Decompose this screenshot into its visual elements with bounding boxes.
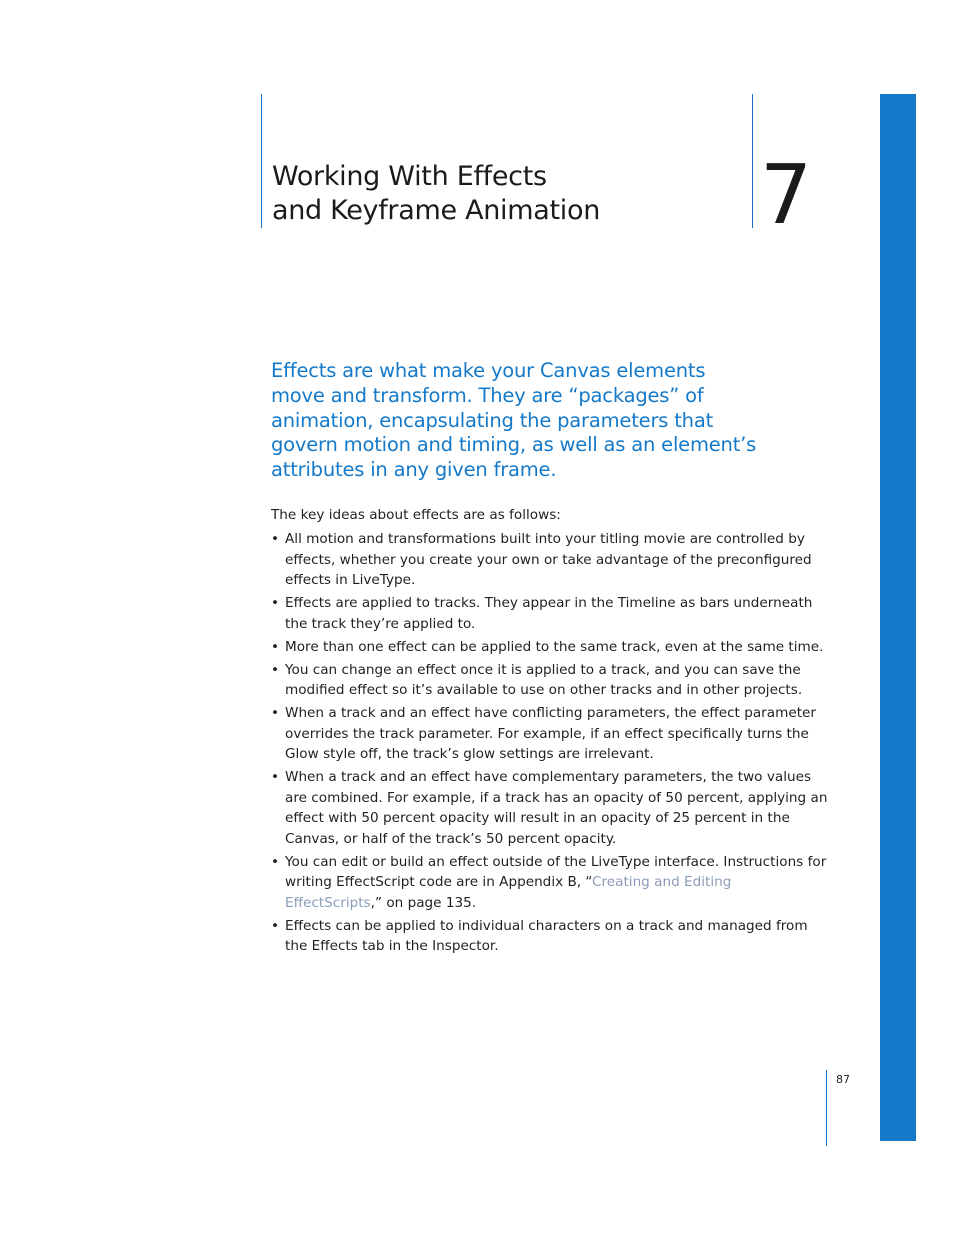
list-item [271, 767, 831, 849]
chapter-title-line-2: and Keyframe Animation [272, 195, 601, 226]
header-rule-left [261, 94, 262, 228]
list-item-text-before-link: You can edit or build an effect outside of the LiveType interface. Instructions for writing EffectScript code are in Appendix B, “ [285, 853, 827, 890]
list-item [271, 852, 831, 914]
list-item [271, 529, 831, 591]
list-item [271, 637, 831, 658]
footer-rule [826, 1070, 827, 1146]
list-item-text: You can change an effect once it is applied to a track, and you can save the modified effect so it’s available to use on other tracks and in other projects. [285, 661, 803, 698]
list-item [271, 703, 831, 765]
list-item-text: When a track and an effect have conflicting parameters, the effect parameter overrides the track parameter. For example, if an effect specifically turns the Glow style off, the track’s glow settings are irrelevant. [285, 705, 816, 762]
chapter-title-line-1: Working With Effects [272, 161, 547, 192]
lead-sentence: The key ideas about effects are as follows: [271, 507, 561, 523]
chapter-number: 7 [760, 148, 813, 243]
bullet-icon: • [271, 595, 280, 611]
page-number: 87 [836, 1073, 850, 1086]
list-item-text: More than one effect can be applied to the same track, even at the same time. [285, 638, 824, 655]
bullet-icon: • [271, 917, 280, 934]
list-item [271, 660, 831, 701]
list-item-text: Effects are applied to tracks. They appear in the Timeline as bars underneath the track they’re applied to. [285, 595, 813, 632]
list-item-text: Effects can be applied to individual characters on a track and managed from the Effects tab in the Inspector. [285, 917, 808, 954]
intro-paragraph: Effects are what make your Canvas elements move and transform. They are “packages” of animation, encapsulating the parameters that govern motion and timing, as well as an element’s attributes in any given frame. [271, 359, 757, 482]
bullet-icon: • [271, 531, 280, 547]
bullet-icon: • [271, 853, 280, 870]
bullet-icon: • [271, 638, 280, 655]
bullet-icon: • [271, 661, 280, 678]
bullet-icon: • [271, 769, 280, 785]
list-item [271, 916, 831, 957]
list-item-text: When a track and an effect have complementary parameters, the two values are combined. For example, if a track has an opacity of 50 percent, applying an effect with 50 percent opacity will result in an opacity of 25 percent in the Canvas, or half of the track’s 50 percent opacity. [285, 769, 828, 847]
effectscripts-cross-reference-link[interactable]: Creating and Editing EffectScripts [285, 874, 732, 911]
chapter-title [272, 160, 600, 228]
list-item-text: All motion and transformations built into your titling movie are controlled by effects, whether you create your own or take advantage of the preconfigured effects in LiveType. [285, 531, 812, 588]
key-ideas-list [271, 529, 831, 959]
list-item [271, 593, 831, 634]
bullet-icon: • [271, 705, 280, 721]
chapter-tab-bar [880, 94, 916, 1141]
list-item-text-after-link: ,” on page 135. [370, 894, 477, 911]
header-rule-right [752, 94, 753, 228]
